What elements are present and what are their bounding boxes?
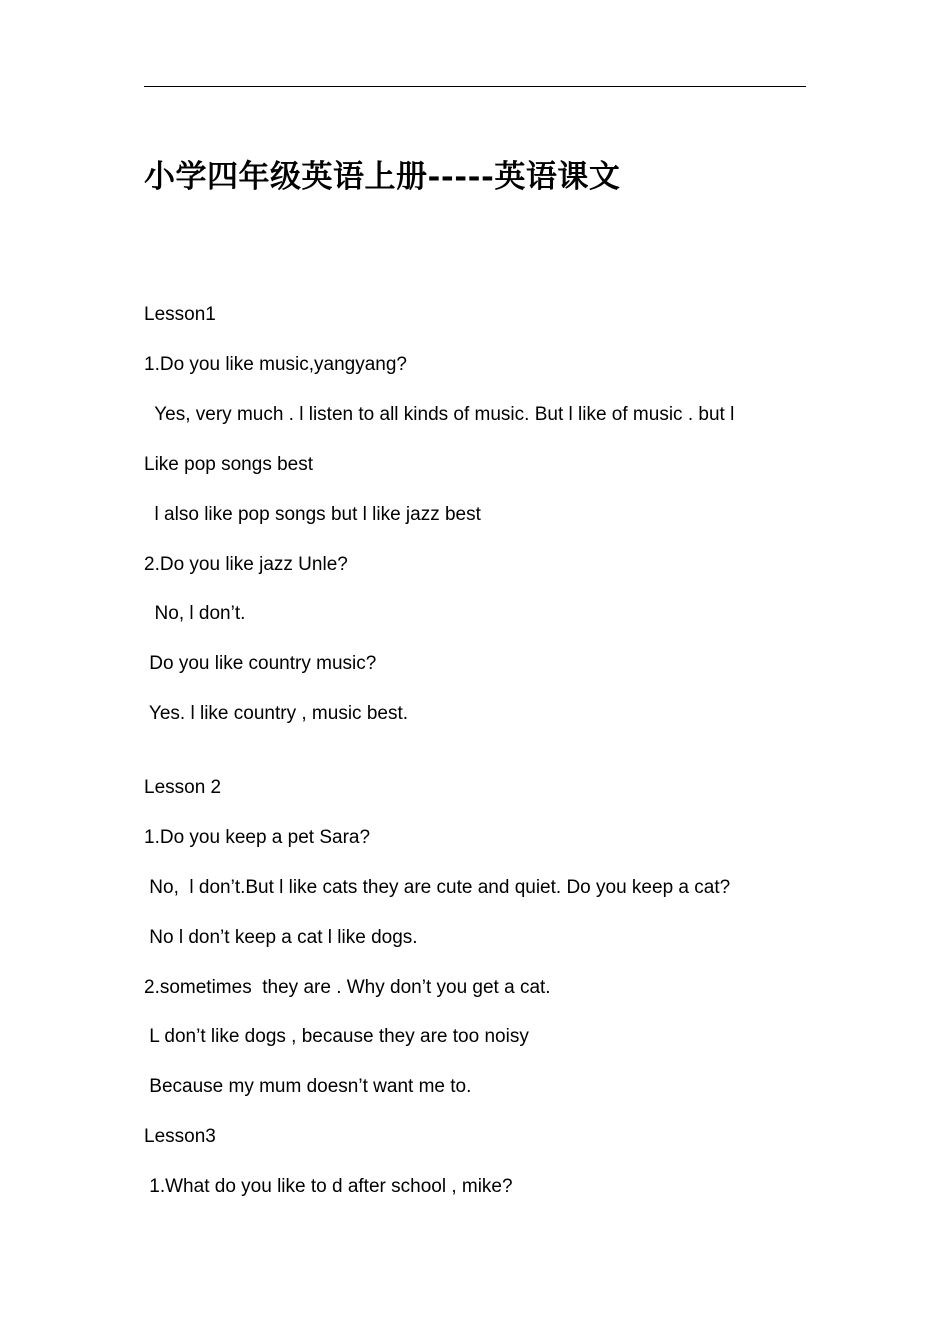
document-title: 小学四年级英语上册-----英语课文 <box>144 159 621 195</box>
text-line: 1.Do you keep a pet Sara? <box>144 827 371 848</box>
text-line: Because my mum doesn’t want me to. <box>144 1076 472 1097</box>
text-line: 1.What do you like to d after school , mike? <box>144 1176 513 1197</box>
text-line: L don’t like dogs , because they are too noisy <box>144 1026 529 1047</box>
text-line: Like pop songs best <box>144 454 314 475</box>
text-line: No, l don’t.But l like cats they are cute and quiet. Do you keep a cat? <box>144 877 731 898</box>
text-line: 1.Do you like music,yangyang? <box>144 354 407 375</box>
text-line: No, l don’t. <box>144 603 246 624</box>
text-line: No l don’t keep a cat l like dogs. <box>144 927 418 948</box>
text-line: Yes, very much . l listen to all kinds of music. But l like of music . but l <box>144 404 735 425</box>
lesson-heading: Lesson3 <box>144 1126 216 1147</box>
text-line: Do you like country music? <box>144 653 377 674</box>
header-rule <box>144 86 806 87</box>
text-line: 2.Do you like jazz Unle? <box>144 554 348 575</box>
text-line: 2.sometimes they are . Why don’t you get a cat. <box>144 977 551 998</box>
lesson-heading: Lesson1 <box>144 304 216 325</box>
text-line: Yes. l like country , music best. <box>144 703 409 724</box>
lesson-heading: Lesson 2 <box>144 777 222 798</box>
text-line: l also like pop songs but l like jazz best <box>144 504 481 525</box>
